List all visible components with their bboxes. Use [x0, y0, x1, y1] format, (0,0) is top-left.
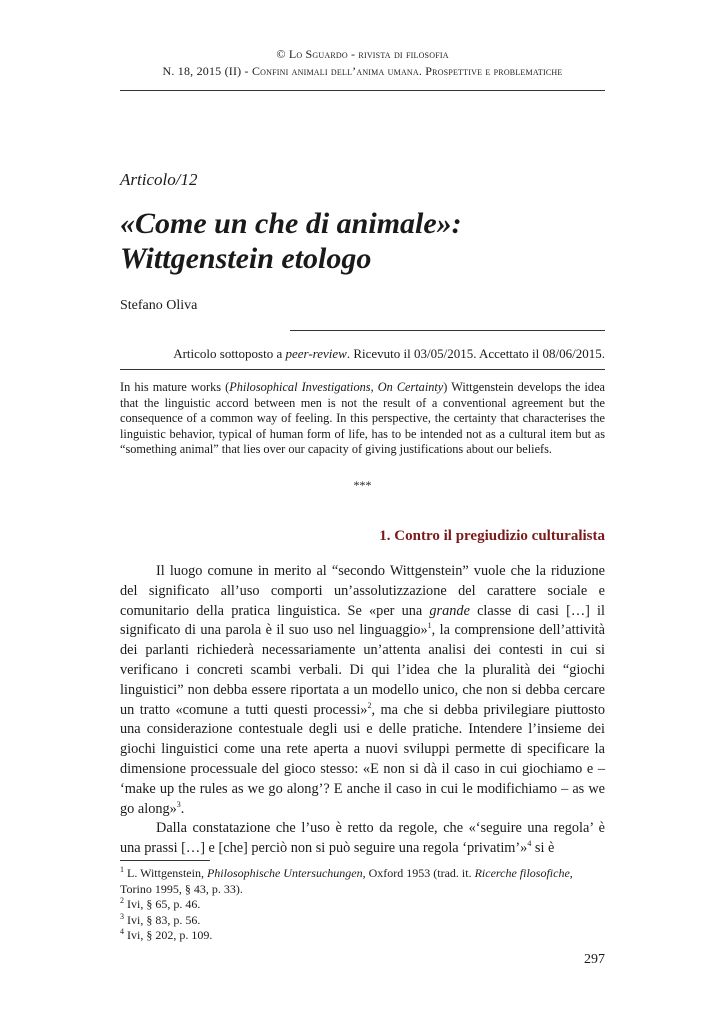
title-line-2: Wittgenstein etologo [120, 242, 372, 275]
abstract-work-1: Philosophical Investigations [229, 380, 371, 394]
fn1-text-b: , Oxford 1953 (trad. it. [362, 866, 475, 880]
p1-text-a: Il luogo comune in merito al “secondo Wittgenstein” vuole che la riduzione del significato all’uso comporti un’assolutizzazione del carattere sociale e comunitario della pratica linguistica. Se «per una [120, 563, 605, 619]
footnote-num: 2 [120, 896, 124, 905]
section-separator: *** [353, 478, 372, 492]
footnote-ref-4[interactable]: 4 [527, 839, 532, 849]
footnote-ref-3[interactable]: 3 [176, 799, 181, 809]
footnote-num: 3 [120, 911, 124, 921]
section-label: Articolo/12 [120, 170, 198, 189]
author-name: Stefano Oliva [120, 298, 198, 313]
paragraph-1 [120, 562, 605, 819]
review-note [120, 346, 605, 362]
abstract-work-2: On Certainty [377, 380, 444, 394]
paragraph-2 [120, 819, 605, 859]
fn1-text-c: , Torino 1995, § 43, p. 33). [120, 866, 573, 896]
footnote-num: 1 [120, 865, 124, 874]
page-number: 297 [584, 952, 605, 967]
abstract-text-2: ) Wittgenstein develops the idea that the linguistic accord between men is not the result of a conventional agreement but the consequence of a common way of feeling. In this perspective, the certainty that characterises the linguistic behavior, typical of human form of life, has to be intended not as a cultural item but as “something animal” that lies over our capacity of giving justifications about our beliefs. [120, 380, 605, 457]
footnote-1 [120, 866, 605, 897]
article-title [120, 206, 462, 276]
p1-text-e: . [180, 800, 185, 817]
fn1-text-a: L. Wittgenstein, [124, 866, 207, 880]
p2-text-b: si è [531, 840, 555, 857]
footnote-ref-1[interactable]: 1 [427, 621, 432, 631]
p1-text-d: , ma che si debba privilegiare piuttosto una considerazione contestuale degli usi e delle pratiche. Intendere l’insieme dei giochi linguistici come una rete aperta a nuovi sviluppi permette di specificare la dimensione processuale del gioco stesso: «E non si dà il caso in cui giochiamo e – ‘make up the rules as we go along’? E anche il caso in cui le modifichiamo – as we go along» [120, 701, 605, 817]
p2-text-a: Dalla constatazione che l’uso è retto da regole, che «‘seguire una regola’ è una prassi […] e [che] perciò non si può seguire una regola ‘privatim’» [120, 820, 605, 857]
fn1-title-2: Ricerche filosofiche [474, 866, 570, 880]
running-header [120, 46, 605, 80]
title-line-1: «Come un che di animale»: [120, 207, 462, 240]
abstract-text-1: In his mature works ( [120, 380, 230, 394]
footnote-num: 4 [120, 927, 124, 936]
abstract [120, 380, 605, 458]
review-suffix: . Ricevuto il 03/05/2015. Accettato il 08/06/2015. [346, 346, 605, 361]
body-text [120, 562, 605, 859]
footnote-2 [120, 897, 605, 913]
review-prefix: Articolo sottoposto a [173, 346, 286, 361]
fn3-text: Ivi, § 83, p. 56. [124, 912, 201, 927]
p1-emphasis: grande [429, 602, 470, 619]
fn4-text: Ivi, § 202, p. 109. [124, 928, 213, 942]
abstract-sep: , [370, 380, 378, 394]
p1-text-b: classe di casi […] il significato di una parola è il suo uso nel linguaggio» [120, 602, 605, 639]
review-rule-top [290, 330, 605, 331]
header-rule [120, 90, 605, 91]
issue-line: N. 18, 2015 (II) - Confini animali dell’anima umana. Prospettive e problematiche [162, 64, 563, 78]
journal-line: © Lo Sguardo - rivista di filosofia [276, 47, 449, 61]
review-peer: peer-review [285, 346, 347, 361]
fn1-title-1: Philosophische Untersuchungen [206, 866, 363, 880]
review-rule-bottom [120, 369, 605, 370]
p1-text-c: , la comprensione dell’attività dei parlanti richiederà necessariamente un’attenta analisi dei contesti in cui si verificano i concreti scambi verbali. Di qui l’idea che la pluralità dei “giochi linguistici” non debba essere riportata a un modello unico, che non si debba cercare un tratto «comune a tutti questi processi» [120, 622, 605, 718]
footnote-rule [120, 860, 210, 861]
section-heading: 1. Contro il pregiudizio culturalista [379, 528, 605, 544]
fn2-text: Ivi, § 65, p. 46. [124, 897, 201, 911]
footnote-3 [120, 913, 605, 929]
footnotes [120, 866, 605, 944]
footnote-4 [120, 928, 605, 944]
footnote-ref-2[interactable]: 2 [367, 700, 372, 710]
